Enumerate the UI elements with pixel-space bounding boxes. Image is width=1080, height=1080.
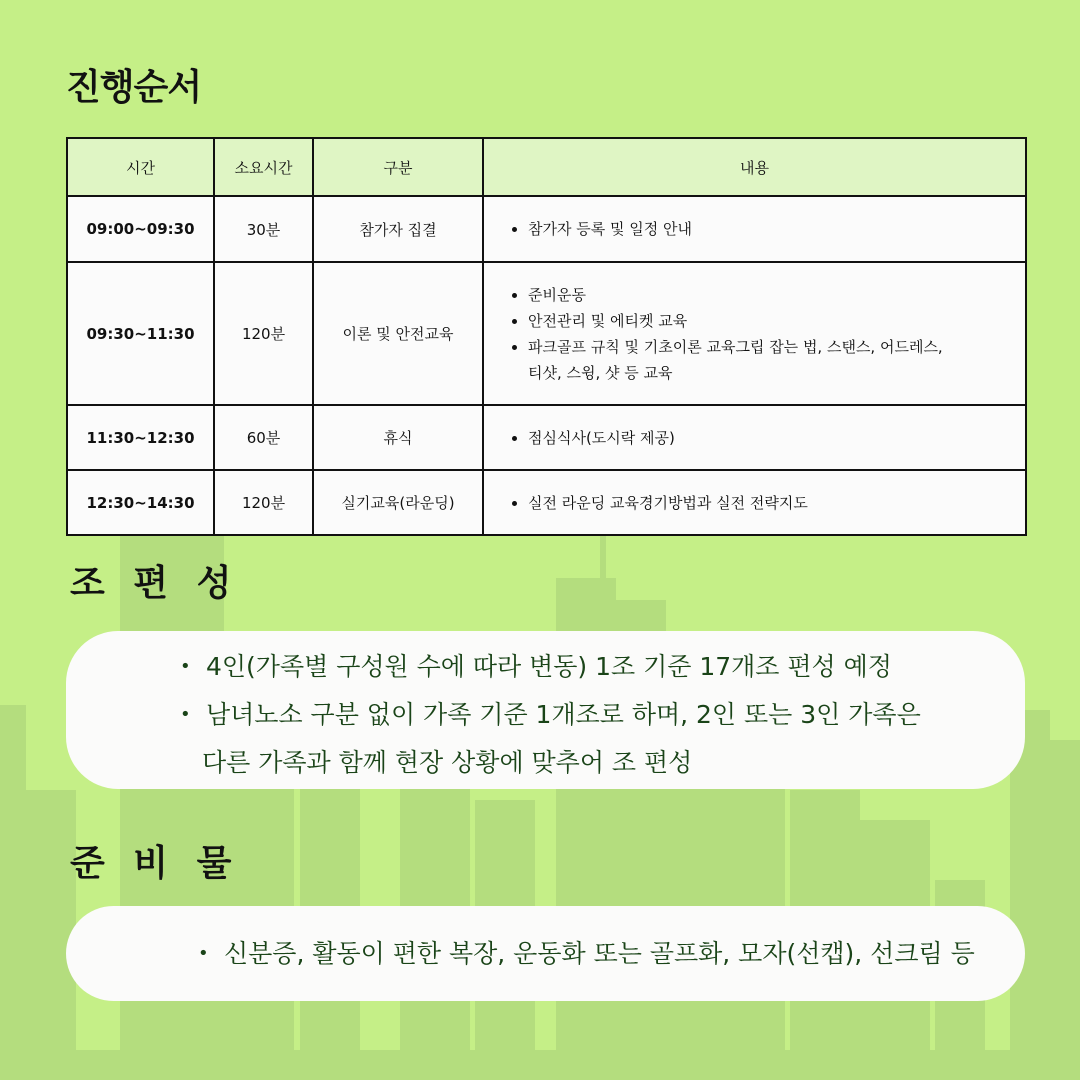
- content-item: • 안전관리 및 에티켓 교육: [528, 308, 1013, 334]
- team-info-box: [66, 631, 1025, 789]
- row-content: [483, 262, 1026, 405]
- table-header-row: [67, 138, 1026, 196]
- table-row: [67, 196, 1026, 262]
- schedule-table: [66, 137, 1027, 536]
- content-item: [528, 334, 1013, 386]
- table-row: [67, 405, 1026, 470]
- table-row: [67, 262, 1026, 405]
- content-item-line: 티샷, 스윙, 샷 등 교육: [528, 363, 673, 382]
- row-category: 휴식: [313, 405, 483, 470]
- team-section-title: 조 편 성: [70, 563, 240, 604]
- prep-info-box: [66, 906, 1025, 1001]
- team-item-text: 남녀노소 구분 없이 가족 기준 1개조로 하며, 2인 또는 3인 가족은: [206, 700, 921, 729]
- team-item: [180, 691, 976, 787]
- row-category: 실기교육(라운딩): [313, 470, 483, 535]
- row-duration: 120분: [214, 470, 313, 535]
- bullet-icon: •: [180, 704, 191, 725]
- team-item: [180, 643, 1006, 691]
- row-time: 12:30~14:30: [67, 470, 214, 535]
- row-content: [483, 470, 1026, 535]
- content-item: • 준비운동: [528, 282, 1013, 308]
- prep-item: [198, 930, 1024, 978]
- header-duration: 소요시간: [214, 138, 313, 196]
- content-item-line: 파크골프 규칙 및 기초이론 교육그립 잡는 법, 스탠스, 어드레스,: [528, 337, 943, 356]
- header-category: 구분: [313, 138, 483, 196]
- row-content: [483, 405, 1026, 470]
- order-section-title: 진행순서: [66, 67, 202, 108]
- content-item: • 참가자 등록 및 일정 안내: [528, 216, 1013, 242]
- row-time: 09:00~09:30: [67, 196, 214, 262]
- prep-section-title: 준 비 물: [70, 843, 240, 884]
- row-time: 11:30~12:30: [67, 405, 214, 470]
- bullet-icon: •: [198, 943, 209, 964]
- bullet-icon: •: [180, 656, 191, 677]
- row-category: 이론 및 안전교육: [313, 262, 483, 405]
- row-category: 참가자 집결: [313, 196, 483, 262]
- table-row: [67, 470, 1026, 535]
- team-item-text-continued: 다른 가족과 함께 현장 상황에 맞추어 조 편성: [202, 748, 693, 777]
- prep-item-text: 신분증, 활동이 편한 복장, 운동화 또는 골프화, 모자(선캡), 선크림 등: [224, 939, 975, 968]
- header-content: 내용: [483, 138, 1026, 196]
- row-duration: 120분: [214, 262, 313, 405]
- row-time: 09:30~11:30: [67, 262, 214, 405]
- content-item: • 실전 라운딩 교육경기방법과 실전 전략지도: [528, 490, 1013, 516]
- header-time: 시간: [67, 138, 214, 196]
- team-item-text: 4인(가족별 구성원 수에 따라 변동) 1조 기준 17개조 편성 예정: [206, 652, 892, 681]
- row-duration: 60분: [214, 405, 313, 470]
- row-duration: 30분: [214, 196, 313, 262]
- content-item: • 점심식사(도시락 제공): [528, 425, 1013, 451]
- row-content: [483, 196, 1026, 262]
